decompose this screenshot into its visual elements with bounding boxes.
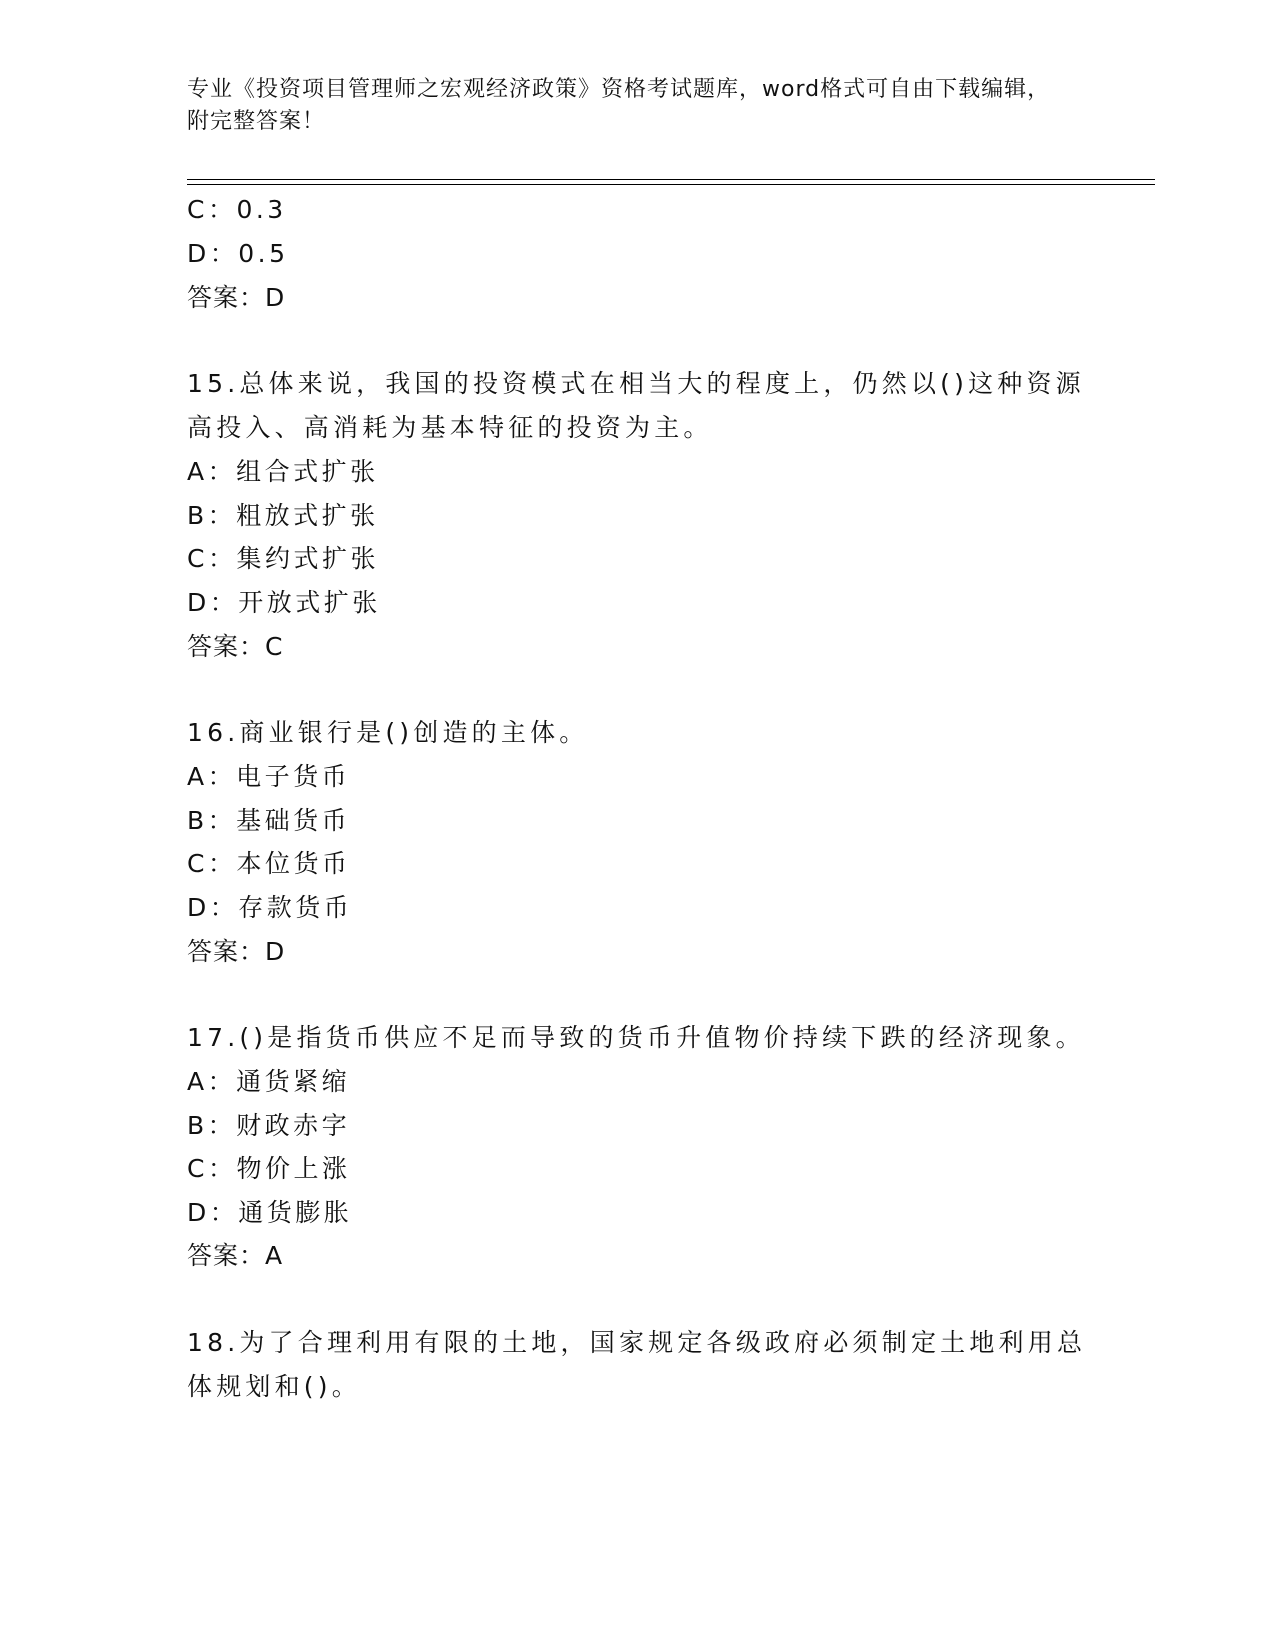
document-header: 专业《投资项目管理师之宏观经济政策》资格考试题库，word格式可自由下载编辑，附完整答案！ [187, 77, 1051, 134]
header-divider-bottom [187, 184, 1155, 185]
question-15-stem-line-2: 高投入、高消耗为基本特征的投资为主。 [187, 413, 713, 442]
question-15-option-c: C：集约式扩张 [187, 544, 379, 573]
question-15-option-a: A：组合式扩张 [187, 457, 379, 486]
question-16-option-b: B：基础货币 [187, 806, 351, 835]
question-18-stem-line-1: 18.为了合理利用有限的土地，国家规定各级政府必须制定土地利用总 [187, 1328, 1087, 1357]
question-17-option-d: D：通货膨胀 [187, 1198, 353, 1227]
question-16-option-a: A：电子货币 [187, 762, 351, 791]
question-15-option-b: B：粗放式扩张 [187, 501, 379, 530]
option-c: C：0.3 [187, 195, 287, 224]
question-16-stem-line-1: 16.商业银行是()创造的主体。 [187, 718, 589, 747]
question-18-stem-line-2: 体规划和()。 [187, 1372, 361, 1401]
question-15-answer: 答案：C [187, 632, 284, 661]
question-17-stem-line-1: 17.()是指货币供应不足而导致的货币升值物价持续下跌的经济现象。 [187, 1023, 1085, 1052]
question-15-option-d: D：开放式扩张 [187, 588, 381, 617]
question-17-answer: 答案：A [187, 1241, 284, 1270]
option-d: D：0.5 [187, 239, 289, 268]
question-15-stem-line-1: 15.总体来说，我国的投资模式在相当大的程度上，仍然以()这种资源 [187, 369, 1085, 398]
question-17-option-c: C：物价上涨 [187, 1154, 351, 1183]
question-16-answer: 答案：D [187, 937, 286, 966]
question-16-option-d: D：存款货币 [187, 893, 353, 922]
question-17-option-a: A：通货紧缩 [187, 1067, 351, 1096]
question-17-option-b: B：财政赤字 [187, 1111, 351, 1140]
answer: 答案：D [187, 283, 286, 312]
header-divider-top [187, 179, 1155, 180]
question-16-option-c: C：本位货币 [187, 849, 351, 878]
